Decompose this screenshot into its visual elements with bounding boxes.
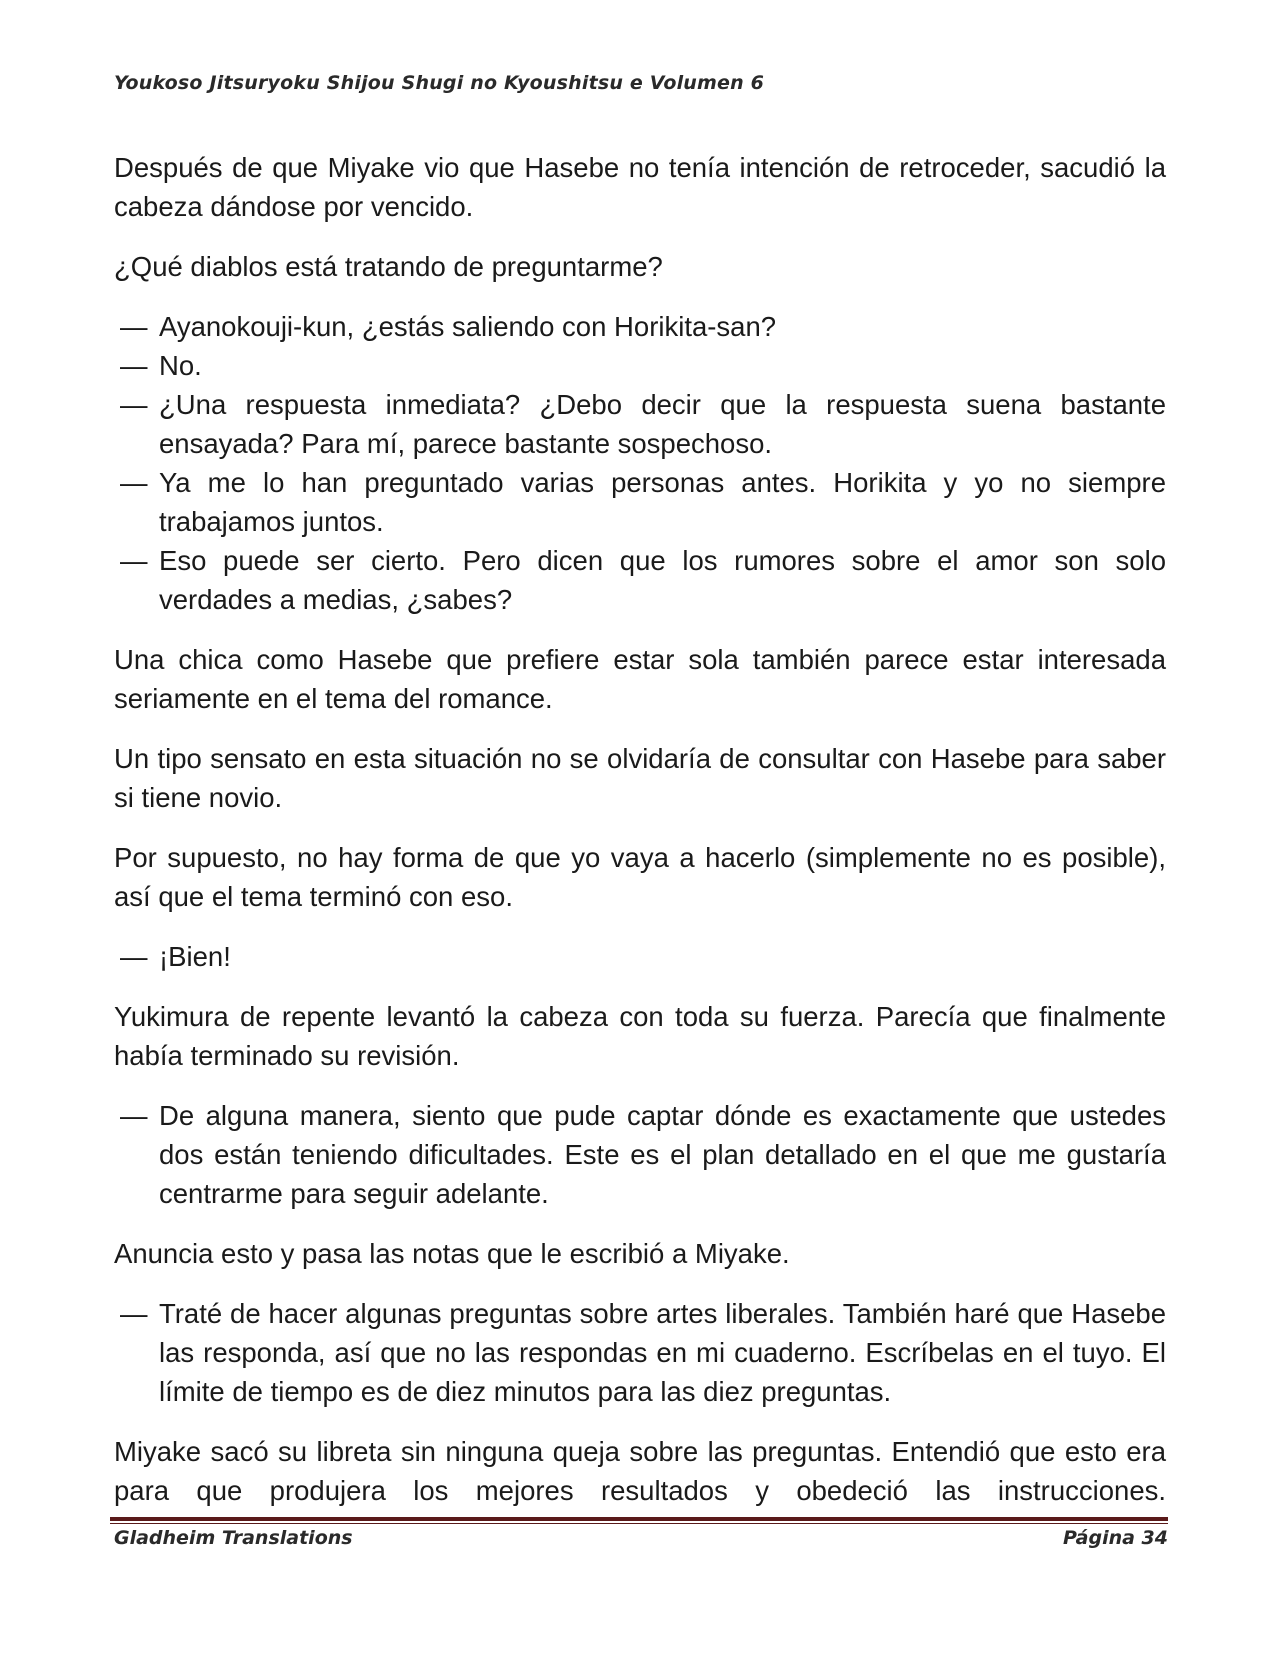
dialogue-block	[114, 1294, 1166, 1411]
footer-divider	[110, 1517, 1168, 1524]
dialogue-block	[114, 307, 1166, 619]
dialogue-line: — ¡Bien!	[114, 937, 1166, 976]
paragraph: ¿Qué diablos está tratando de preguntarme?	[114, 251, 663, 282]
page-number: Página 34	[1062, 1527, 1168, 1549]
dialogue-block	[114, 1096, 1166, 1213]
footer-credit: Gladheim Translations	[114, 1527, 353, 1549]
dialogue-line: — No.	[114, 346, 1166, 385]
paragraph: Después de que Miyake vio que Hasebe no tenía intención de retroceder, sacudió la cabeza dándose por vencido.	[114, 152, 1166, 222]
dialogue-block	[114, 937, 1166, 976]
paragraph: Yukimura de repente levantó la cabeza con toda su fuerza. Parecía que finalmente había terminado su revisión.	[114, 1001, 1166, 1071]
paragraph: Una chica como Hasebe que prefiere estar sola también parece estar interesada seriamente en el tema del romance.	[114, 644, 1166, 714]
dialogue-line: — ¿Una respuesta inmediata? ¿Debo decir que la respuesta suena bastante ensayada? Para mí, parece bastante sospechoso.	[114, 385, 1166, 463]
paragraph: Por supuesto, no hay forma de que yo vaya a hacerlo (simplemente no es posible), así que el tema terminó con eso.	[114, 842, 1166, 912]
dialogue-line: — Traté de hacer algunas preguntas sobre artes liberales. También haré que Hasebe las responda, así que no las respondas en mi cuaderno. Escríbelas en el tuyo. El límite de tiempo es de diez minutos para las diez preguntas.	[114, 1294, 1166, 1411]
dialogue-line: — Ya me lo han preguntado varias personas antes. Horikita y yo no siempre trabajamos juntos.	[114, 463, 1166, 541]
dialogue-line: — De alguna manera, siento que pude captar dónde es exactamente que ustedes dos están teniendo dificultades. Este es el plan detallado en el que me gustaría centrarme para seguir adelante.	[114, 1096, 1166, 1213]
paragraph: Un tipo sensato en esta situación no se olvidaría de consultar con Hasebe para saber si tiene novio.	[114, 743, 1166, 813]
page-header-title: Youkoso Jitsuryoku Shijou Shugi no Kyoushitsu e Volumen 6	[114, 72, 765, 94]
paragraph: Miyake sacó su libreta sin ninguna queja sobre las preguntas. Entendió que esto era para que produjera los mejores resultados y obedeció las instrucciones.	[114, 1436, 1166, 1506]
paragraph: Anuncia esto y pasa las notas que le escribió a Miyake.	[114, 1238, 790, 1269]
dialogue-line: — Eso puede ser cierto. Pero dicen que los rumores sobre el amor son solo verdades a medias, ¿sabes?	[114, 541, 1166, 619]
dialogue-line: — Ayanokouji-kun, ¿estás saliendo con Horikita-san?	[114, 307, 1166, 346]
page-content	[114, 148, 1166, 1531]
